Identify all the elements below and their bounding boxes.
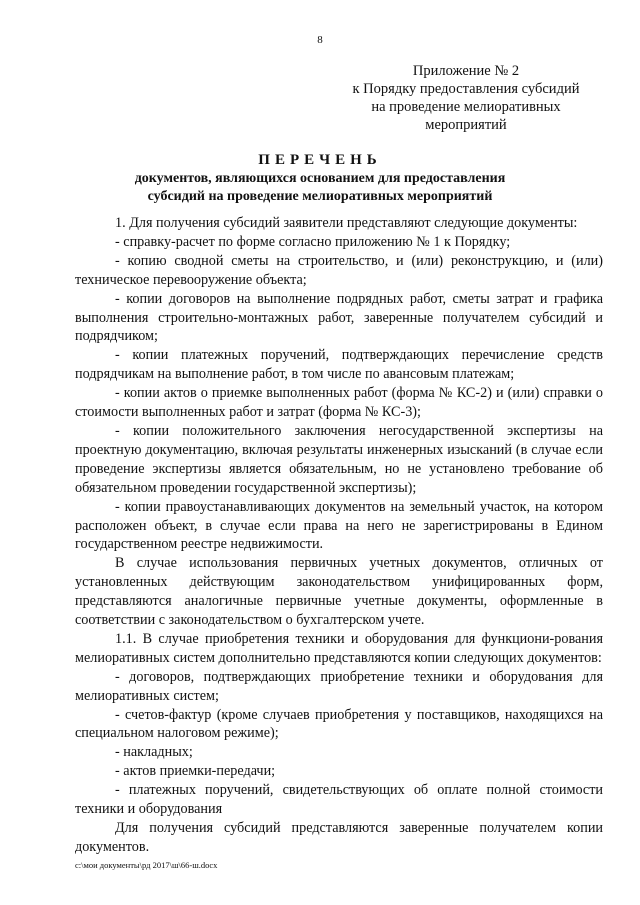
paragraph: - копии актов о приемке выполненных работ (форма № КС-2) и (или) справки о стоимости выполненных работ и затрат (форма № КС-3); — [75, 385, 603, 421]
file-path-footer: c:\мои документы\рд 2017\ш\66-ш.docx — [75, 860, 218, 870]
appendix-line: мероприятий — [425, 117, 507, 133]
paragraph: - счетов-фактур (кроме случаев приобретения у поставщиков, находящихся на специальном налоговом режиме); — [75, 706, 603, 742]
paragraph: - актов приемки-передачи; — [115, 763, 276, 780]
paragraph: 1. Для получения субсидий заявители представляют следующие документы: — [115, 215, 578, 231]
paragraph: В случае использования первичных учетных документов, отличных от установленных действующим законодательством унифицированных форм, представляются аналогичные первичные учетные документы, оформленные в соответствии с законодательством о бухгалтерском учете. — [75, 555, 603, 629]
paragraph: - копии платежных поручений, подтверждающих перечисление средств подрядчикам на выполнение работ, в том числе по авансовым платежам; — [75, 347, 603, 383]
appendix-line: на проведение мелиоративных — [371, 99, 561, 115]
document-heading — [0, 150, 640, 206]
paragraph: - копии правоустанавливающих документов на земельный участок, на котором расположен объект, в случае если права на него не зарегистрированы в Едином государственном реестре недвижимости. — [75, 498, 603, 553]
paragraph: 1.1. В случае приобретения техники и оборудования для функциони-рования мелиоративных систем дополнительно представляются копии следующих документов: — [75, 630, 603, 666]
heading-subtitle-line: документов, являющихся основанием для предоставления — [134, 171, 506, 186]
paragraph: Для получения субсидий представляются заверенные получателем копии документов. — [75, 820, 603, 855]
paragraph: - копии договоров на выполнение подрядных работ, сметы затрат и графика выполнения строительно-монтажных работ, заверенные получателем субсидий и подрядчиком; — [75, 290, 603, 345]
heading-title: ПЕРЕЧЕНЬ — [258, 152, 382, 168]
paragraph: - копию сводной сметы на строительство, и (или) реконструкцию, и (или) техническое перевооружение объекта; — [75, 252, 603, 288]
paragraph: - договоров, подтверждающих приобретение техники и оборудования для мелиоративных систем; — [75, 668, 603, 704]
paragraph: - справку-расчет по форме согласно приложению № 1 к Порядку; — [115, 233, 511, 250]
page-number: 8 — [317, 34, 323, 46]
heading-subtitle-line: субсидий на проведение мелиоративных мероприятий — [147, 189, 493, 204]
paragraph: - накладных; — [115, 744, 193, 761]
document-body — [75, 214, 603, 857]
appendix-header — [330, 62, 602, 134]
appendix-line: Приложение № 2 — [412, 63, 520, 79]
paragraph: - копии положительного заключения негосударственной экспертизы на проектную документацию, включая результаты инженерных изысканий (в случае если проведение экспертизы является обязательным, но не установлено требование об обязательном проведении государственной экспертизы); — [75, 422, 603, 496]
appendix-line: к Порядку предоставления субсидий — [352, 81, 580, 97]
paragraph: - платежных поручений, свидетельствующих об оплате полной стоимости техники и оборудования — [75, 782, 603, 818]
